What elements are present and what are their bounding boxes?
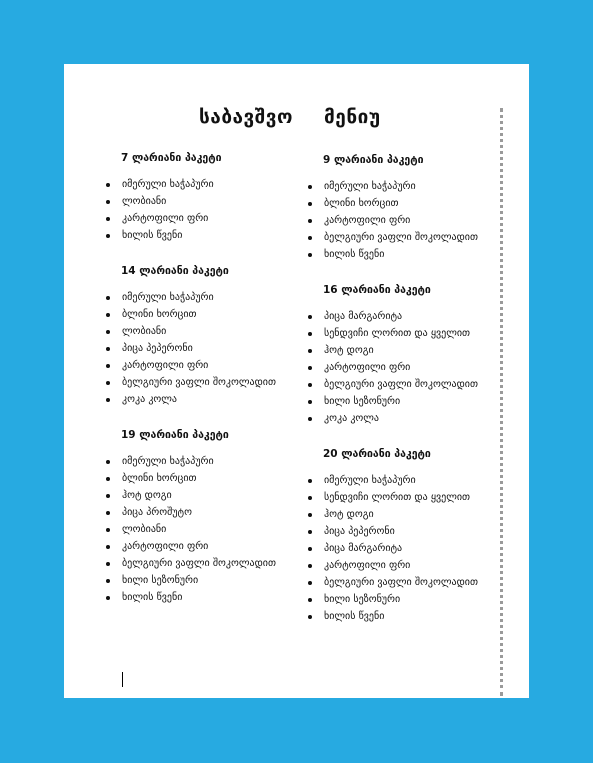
- item-label: პიცა მარგარიტა: [324, 543, 403, 554]
- list-item: [106, 210, 306, 227]
- bullet-icon: [308, 332, 312, 336]
- item-label: ბლინი ხორცით: [324, 198, 399, 209]
- list-item: [106, 487, 306, 504]
- bullet-icon: [106, 545, 110, 549]
- package-item-list: [106, 453, 306, 606]
- bullet-icon: [308, 496, 312, 500]
- item-label: ხილის წვენი: [324, 249, 385, 260]
- package-item-list: [106, 289, 306, 408]
- item-label: ლობიანი: [122, 326, 167, 337]
- bullet-icon: [106, 460, 110, 464]
- item-label: იმერული ხაჭაპური: [324, 181, 416, 192]
- list-item: [308, 246, 508, 263]
- bullet-icon: [106, 494, 110, 498]
- bullet-icon: [106, 381, 110, 385]
- bullet-icon: [308, 564, 312, 568]
- item-label: ბელგიური ვაფლი შოკოლადით: [324, 577, 478, 588]
- list-item: [106, 323, 306, 340]
- list-item: [308, 376, 508, 393]
- list-item: [308, 591, 508, 608]
- bullet-icon: [106, 296, 110, 300]
- item-label: კარტოფილი ფრი: [324, 362, 411, 373]
- package-20: [308, 448, 508, 625]
- bullet-icon: [308, 185, 312, 189]
- bullet-icon: [308, 547, 312, 551]
- bullet-icon: [308, 349, 312, 353]
- item-label: ჰოტ დოგი: [324, 509, 374, 520]
- list-item: [308, 506, 508, 523]
- list-item: [106, 374, 306, 391]
- list-item: [106, 521, 306, 538]
- item-label: კარტოფილი ფრი: [324, 560, 411, 571]
- list-item: [106, 193, 306, 210]
- item-label: ბლინი ხორცით: [122, 473, 197, 484]
- package-14: [106, 265, 306, 408]
- list-item: [308, 557, 508, 574]
- list-item: [106, 504, 306, 521]
- bullet-icon: [308, 219, 312, 223]
- bullet-icon: [308, 598, 312, 602]
- bullet-icon: [106, 217, 110, 221]
- list-item: [106, 538, 306, 555]
- list-item: [106, 227, 306, 244]
- package-19: [106, 429, 306, 606]
- item-label: კარტოფილი ფრი: [122, 360, 209, 371]
- bullet-icon: [308, 253, 312, 257]
- list-item: [106, 340, 306, 357]
- item-label: კარტოფილი ფრი: [122, 213, 209, 224]
- menu-title-left: საბავშვო: [199, 106, 293, 128]
- list-item: [308, 325, 508, 342]
- item-label: ლობიანი: [122, 524, 167, 535]
- item-label: კოკა კოლა: [122, 394, 178, 405]
- bullet-icon: [106, 200, 110, 204]
- bullet-icon: [106, 234, 110, 238]
- bullet-icon: [308, 400, 312, 404]
- list-item: [308, 540, 508, 557]
- item-label: კარტოფილი ფრი: [324, 215, 411, 226]
- list-item: [308, 410, 508, 427]
- item-label: ხილის წვენი: [122, 230, 183, 241]
- item-label: პიცა პეპერონი: [122, 343, 193, 354]
- list-item: [106, 289, 306, 306]
- bullet-icon: [308, 202, 312, 206]
- list-item: [308, 574, 508, 591]
- item-label: პიცა მარგარიტა: [324, 311, 403, 322]
- package-heading: 7 ლარიანი პაკეტი: [121, 152, 222, 164]
- item-label: ბელგიური ვაფლი შოკოლადით: [122, 377, 276, 388]
- item-label: იმერული ხაჭაპური: [122, 292, 214, 303]
- list-item: [308, 359, 508, 376]
- item-label: ხილის წვენი: [324, 611, 385, 622]
- bullet-icon: [308, 383, 312, 387]
- list-item: [106, 555, 306, 572]
- item-label: ბლინი ხორცით: [122, 309, 197, 320]
- package-heading: 20 ლარიანი პაკეტი: [323, 448, 431, 460]
- right-column: [308, 154, 508, 646]
- item-label: კოკა კოლა: [324, 413, 380, 424]
- bullet-icon: [106, 347, 110, 351]
- list-item: [106, 453, 306, 470]
- item-label: იმერული ხაჭაპური: [122, 179, 214, 190]
- item-label: ჰოტ დოგი: [324, 345, 374, 356]
- document-page[interactable]: [64, 64, 529, 698]
- item-label: სენდვიჩი ლორით და ყველით: [324, 328, 471, 339]
- item-label: სენდვიჩი ლორით და ყველით: [324, 492, 471, 503]
- package-heading: 14 ლარიანი პაკეტი: [121, 265, 229, 277]
- item-label: ხილის წვენი: [122, 592, 183, 603]
- text-cursor: [122, 672, 123, 687]
- bullet-icon: [106, 528, 110, 532]
- list-item: [106, 391, 306, 408]
- bullet-icon: [308, 615, 312, 619]
- bullet-icon: [106, 313, 110, 317]
- package-9: [308, 154, 508, 263]
- item-label: იმერული ხაჭაპური: [122, 456, 214, 467]
- item-label: ბელგიური ვაფლი შოკოლადით: [324, 379, 478, 390]
- list-item: [308, 229, 508, 246]
- package-item-list: [106, 176, 306, 244]
- list-item: [308, 393, 508, 410]
- list-item: [308, 212, 508, 229]
- bullet-icon: [106, 596, 110, 600]
- bullet-icon: [106, 477, 110, 481]
- menu-title-right: მენიუ: [324, 106, 381, 128]
- item-label: ბელგიური ვაფლი შოკოლადით: [122, 558, 276, 569]
- bullet-icon: [308, 236, 312, 240]
- item-label: ბელგიური ვაფლი შოკოლადით: [324, 232, 478, 243]
- bullet-icon: [106, 364, 110, 368]
- bullet-icon: [308, 530, 312, 534]
- item-label: ჰოტ დოგი: [122, 490, 172, 501]
- package-7: [106, 152, 306, 244]
- package-16: [308, 284, 508, 427]
- item-label: იმერული ხაჭაპური: [324, 475, 416, 486]
- item-label: ლობიანი: [122, 196, 167, 207]
- item-label: კარტოფილი ფრი: [122, 541, 209, 552]
- bullet-icon: [106, 330, 110, 334]
- list-item: [308, 342, 508, 359]
- item-label: ხილი სეზონური: [324, 594, 401, 605]
- list-item: [308, 178, 508, 195]
- left-column: [106, 152, 306, 627]
- list-item: [308, 523, 508, 540]
- package-item-list: [308, 472, 508, 625]
- list-item: [106, 470, 306, 487]
- item-label: პიცა პეპერონი: [324, 526, 395, 537]
- list-item: [308, 472, 508, 489]
- list-item: [308, 489, 508, 506]
- item-label: ხილი სეზონური: [122, 575, 199, 586]
- list-item: [106, 306, 306, 323]
- bullet-icon: [308, 315, 312, 319]
- bullet-icon: [106, 183, 110, 187]
- list-item: [106, 176, 306, 193]
- bullet-icon: [106, 511, 110, 515]
- bullet-icon: [308, 513, 312, 517]
- package-heading: 16 ლარიანი პაკეტი: [323, 284, 431, 296]
- list-item: [308, 195, 508, 212]
- bullet-icon: [308, 581, 312, 585]
- bullet-icon: [308, 366, 312, 370]
- bullet-icon: [308, 479, 312, 483]
- item-label: პიცა პროშუტო: [122, 507, 192, 518]
- package-heading: 19 ლარიანი პაკეტი: [121, 429, 229, 441]
- package-item-list: [308, 308, 508, 427]
- list-item: [106, 589, 306, 606]
- bullet-icon: [106, 579, 110, 583]
- package-item-list: [308, 178, 508, 263]
- list-item: [308, 308, 508, 325]
- bullet-icon: [106, 562, 110, 566]
- package-heading: 9 ლარიანი პაკეტი: [323, 154, 424, 166]
- list-item: [106, 357, 306, 374]
- bullet-icon: [106, 398, 110, 402]
- list-item: [106, 572, 306, 589]
- item-label: ხილი სეზონური: [324, 396, 401, 407]
- list-item: [308, 608, 508, 625]
- bullet-icon: [308, 417, 312, 421]
